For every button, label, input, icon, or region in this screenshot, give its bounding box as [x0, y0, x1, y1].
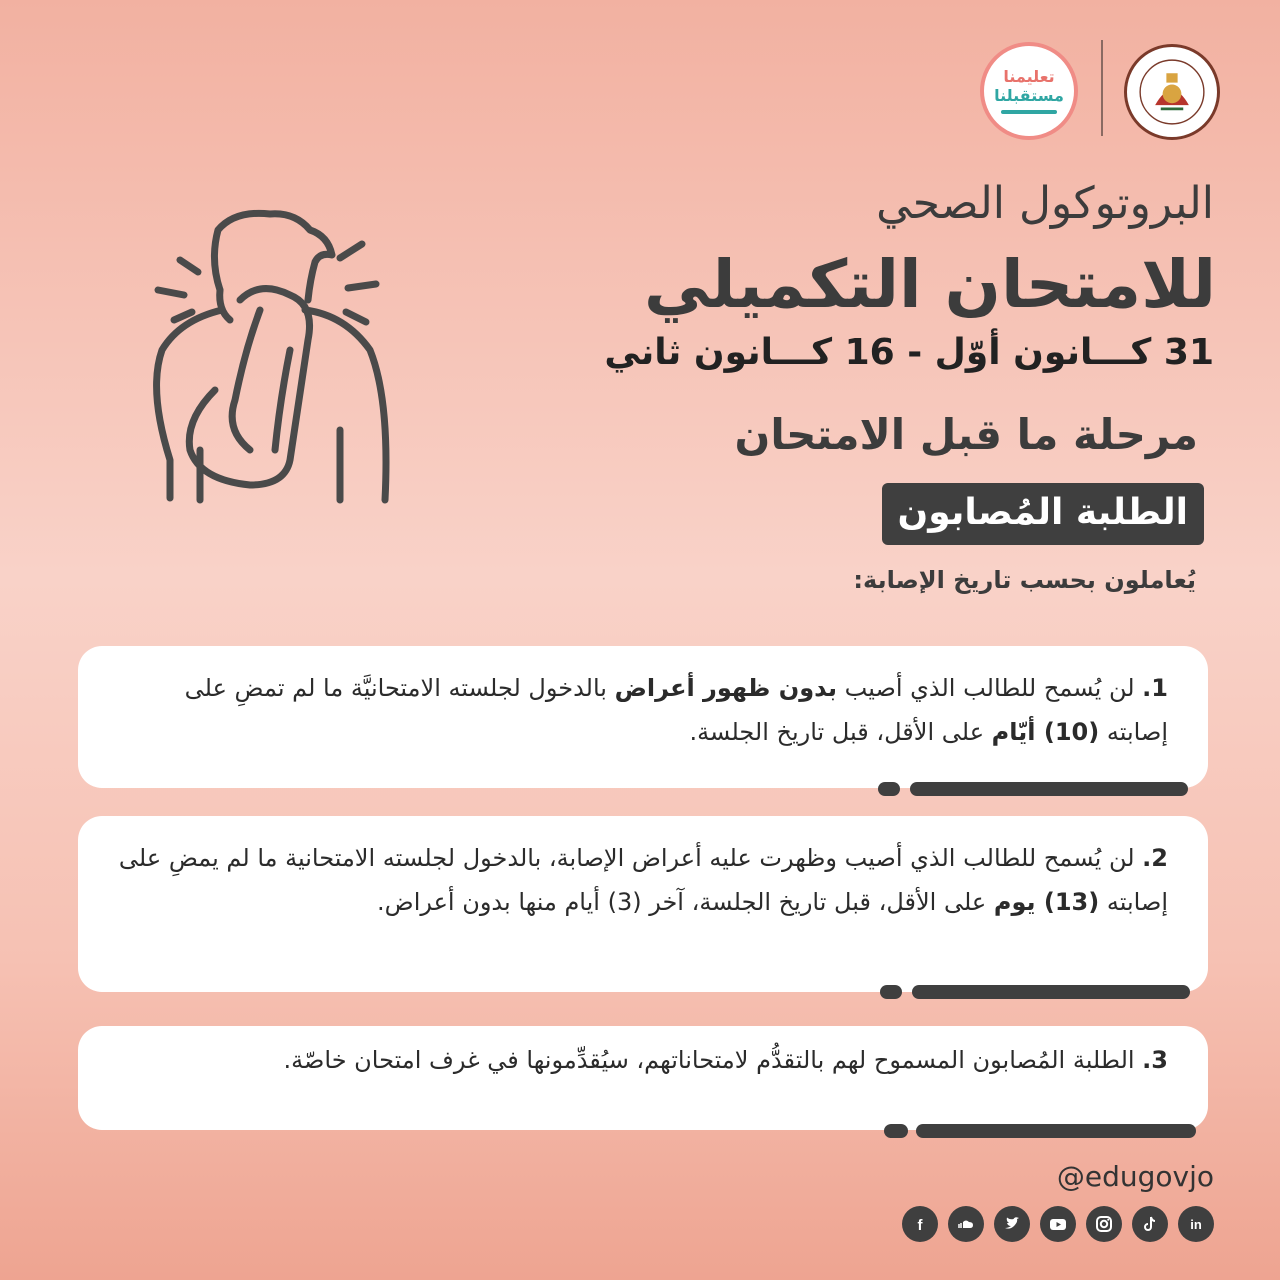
- youtube-icon[interactable]: [1040, 1206, 1076, 1242]
- card-2-short-pill: [880, 985, 902, 999]
- title-subtitle: البروتوكول الصحي: [876, 178, 1214, 229]
- card-1-short-pill: [878, 782, 900, 796]
- svg-text:in: in: [1190, 1217, 1202, 1232]
- rule-number: 3.: [1142, 1046, 1168, 1074]
- instagram-icon[interactable]: [1086, 1206, 1122, 1242]
- rule-card-3: [78, 1026, 1208, 1130]
- rule-text: على الأقل، قبل تاريخ الجلسة.: [689, 718, 992, 746]
- logo-divider: [1101, 40, 1103, 136]
- svg-text:f: f: [917, 1217, 923, 1234]
- campaign-logo-line1: تعليمنا: [1003, 67, 1055, 86]
- crest-icon: [1127, 47, 1217, 137]
- twitter-icon[interactable]: [994, 1206, 1030, 1242]
- rule-number: 2.: [1142, 844, 1168, 872]
- rule-text: الطلبة المُصابون المسموح لهم بالتقدُّم لامتحاناتهم، سيُقدِّمونها في غرف امتحان خاصّة.: [283, 1046, 1143, 1074]
- rule-highlight: بدون ظهور أعراض: [614, 674, 837, 702]
- rule-number: 1.: [1142, 674, 1168, 702]
- social-handle: @edugovjo: [1056, 1160, 1214, 1193]
- soundcloud-icon[interactable]: [948, 1206, 984, 1242]
- ministry-logo: [1124, 44, 1220, 140]
- campaign-logo-line2: مستقبلنا: [994, 86, 1064, 105]
- rule-text: لن يُسمح للطالب الذي أصيب وظهرت عليه أعراض الإصابة، بالدخول لجلسته الامتحانية ما لم يمضِ على إصابته: [118, 844, 1168, 916]
- rule-text: بالدخول لجلسته الامتحانيَّة ما لم تمضِ على إصابته: [184, 674, 1168, 746]
- card-1-long-pill: [910, 782, 1188, 796]
- rule-card-2: [78, 816, 1208, 992]
- card-3-long-pill: [916, 1124, 1196, 1138]
- rule-text: على الأقل، قبل تاريخ الجلسة، آخر (3) أيام منها بدون أعراض.: [377, 888, 994, 916]
- facebook-icon[interactable]: [902, 1206, 938, 1242]
- rule-card-1: [78, 646, 1208, 788]
- card-3-short-pill: [884, 1124, 908, 1138]
- campaign-logo-underline: [1001, 110, 1057, 114]
- exam-dates: 31 كـــانون أوّل - 16 كـــانون ثاني: [604, 332, 1214, 373]
- rule-highlight: (13) يوم: [993, 888, 1100, 916]
- group-tag: الطلبة المُصابون: [882, 483, 1204, 545]
- tiktok-icon[interactable]: [1132, 1206, 1168, 1242]
- phase-heading: مرحلة ما قبل الامتحان: [734, 410, 1198, 459]
- campaign-logo: [980, 42, 1078, 140]
- linkedin-icon[interactable]: [1178, 1206, 1214, 1242]
- sneezing-person-illustration: [140, 200, 410, 510]
- rule-highlight: (10) أيّام: [991, 718, 1100, 746]
- page-title: للامتحان التكميلي: [644, 246, 1216, 323]
- card-2-long-pill: [912, 985, 1190, 999]
- intro-text: يُعاملون بحسب تاريخ الإصابة:: [853, 566, 1196, 594]
- rule-text: لن يُسمح للطالب الذي أصيب: [837, 674, 1143, 702]
